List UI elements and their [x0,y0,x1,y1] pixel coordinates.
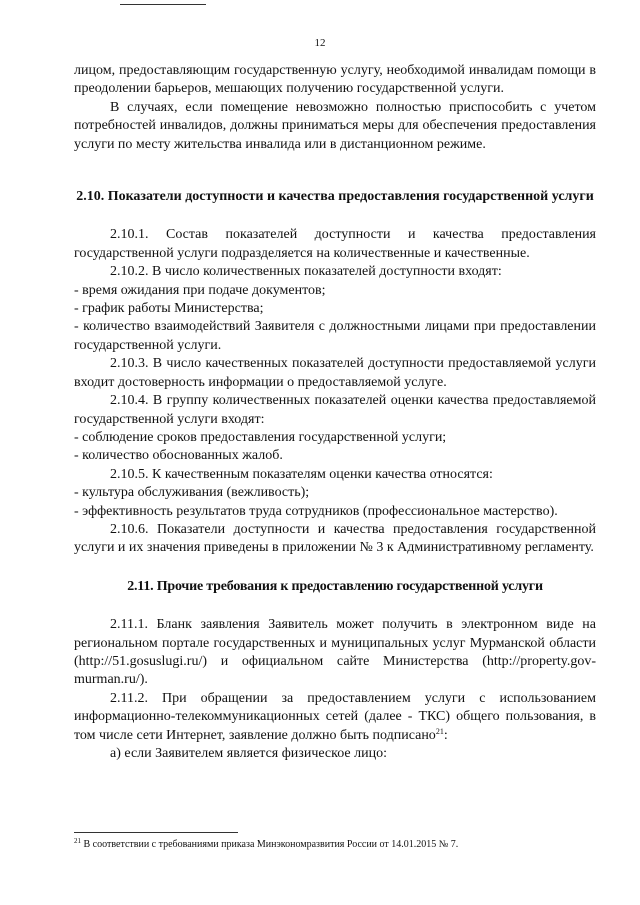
list-item: - количество обоснованных жалоб. [74,448,283,464]
document-body [74,62,596,763]
paragraph: 2.10.4. В группу количественных показателей оценки качества предоставляемой государственной услуги входят: [74,393,596,427]
list-item: - график работы Министерства; [74,301,264,317]
list-item: - соблюдение сроков предоставления государственной услуги; [74,429,447,445]
paragraph: 2.10.6. Показатели доступности и качества предоставления государственной услуги и их значения приведены в приложении № 3 к Административному регламенту. [74,521,596,556]
section-heading-2-10: 2.10. Показатели доступности и качества предоставления государственной услуги [76,189,594,205]
paragraph: 2.10.3. В число качественных показателей доступности предоставляемой услуги входит достоверность информации о предоставляемой услуге. [74,356,596,390]
paragraph: 2.10.5. К качественным показателям оценки качества относятся: [110,466,493,482]
list-item: - время ожидания при подаче документов; [74,282,326,298]
paragraph: 2.10.2. В число количественных показателей доступности входят: [110,264,502,280]
list-item: - количество взаимодействий Заявителя с должностными лицами при предоставлении государственной услуги. [74,319,596,353]
paragraph-text: 2.11.2. При обращении за предоставлением услуги с использованием информационно-телекоммуникационных сетей (далее - ТКС) общего пользования, в том числе сети Интернет, заявление должно быть подписано [74,690,596,743]
list-item: - культура обслуживания (вежливость); [74,485,310,501]
top-rule [120,4,206,5]
paragraph: а) если Заявителем является физическое лицо: [110,746,387,761]
list-item: - эффективность результатов труда сотрудников (профессиональное мастерство). [74,503,558,519]
footnote-number: 21 [74,837,81,845]
footnote-reference[interactable]: 21 [435,726,444,736]
footnote-text: В соответствии с требованиями приказа Минэкономразвития России от 14.01.2015 № 7. [81,839,459,850]
page-number: 12 [314,37,326,49]
paragraph: В случаях, если помещение невозможно полностью приспособить с учетом потребностей инвалидов, должны приниматься меры для обеспечения предоставления услуги по месту жительства инвалида или в дистанционном режиме. [74,99,596,152]
section-heading-2-11: 2.11. Прочие требования к предоставлению государственной услуги [127,578,543,594]
paragraph: лицом, предоставляющим государственную услугу, необходимой инвалидам помощи в преодолении барьеров, мешающих получению государственной услуги. [74,63,596,97]
paragraph [74,690,596,745]
paragraph-end: : [443,727,448,743]
footnote-divider [74,832,238,833]
paragraph: 2.10.1. Состав показателей доступности и качества предоставления государственной услуги подразделяется на количественные и качественные. [74,227,596,261]
paragraph: 2.11.1. Бланк заявления Заявитель может получить в электронном виде на региональном портале государственных и муниципальных услуг Мурманской области (http://51.gosuslugi.ru/) и официальном сайте Министерства (http://property.gov-murman.ru/). [74,617,596,688]
footnote [74,839,596,851]
